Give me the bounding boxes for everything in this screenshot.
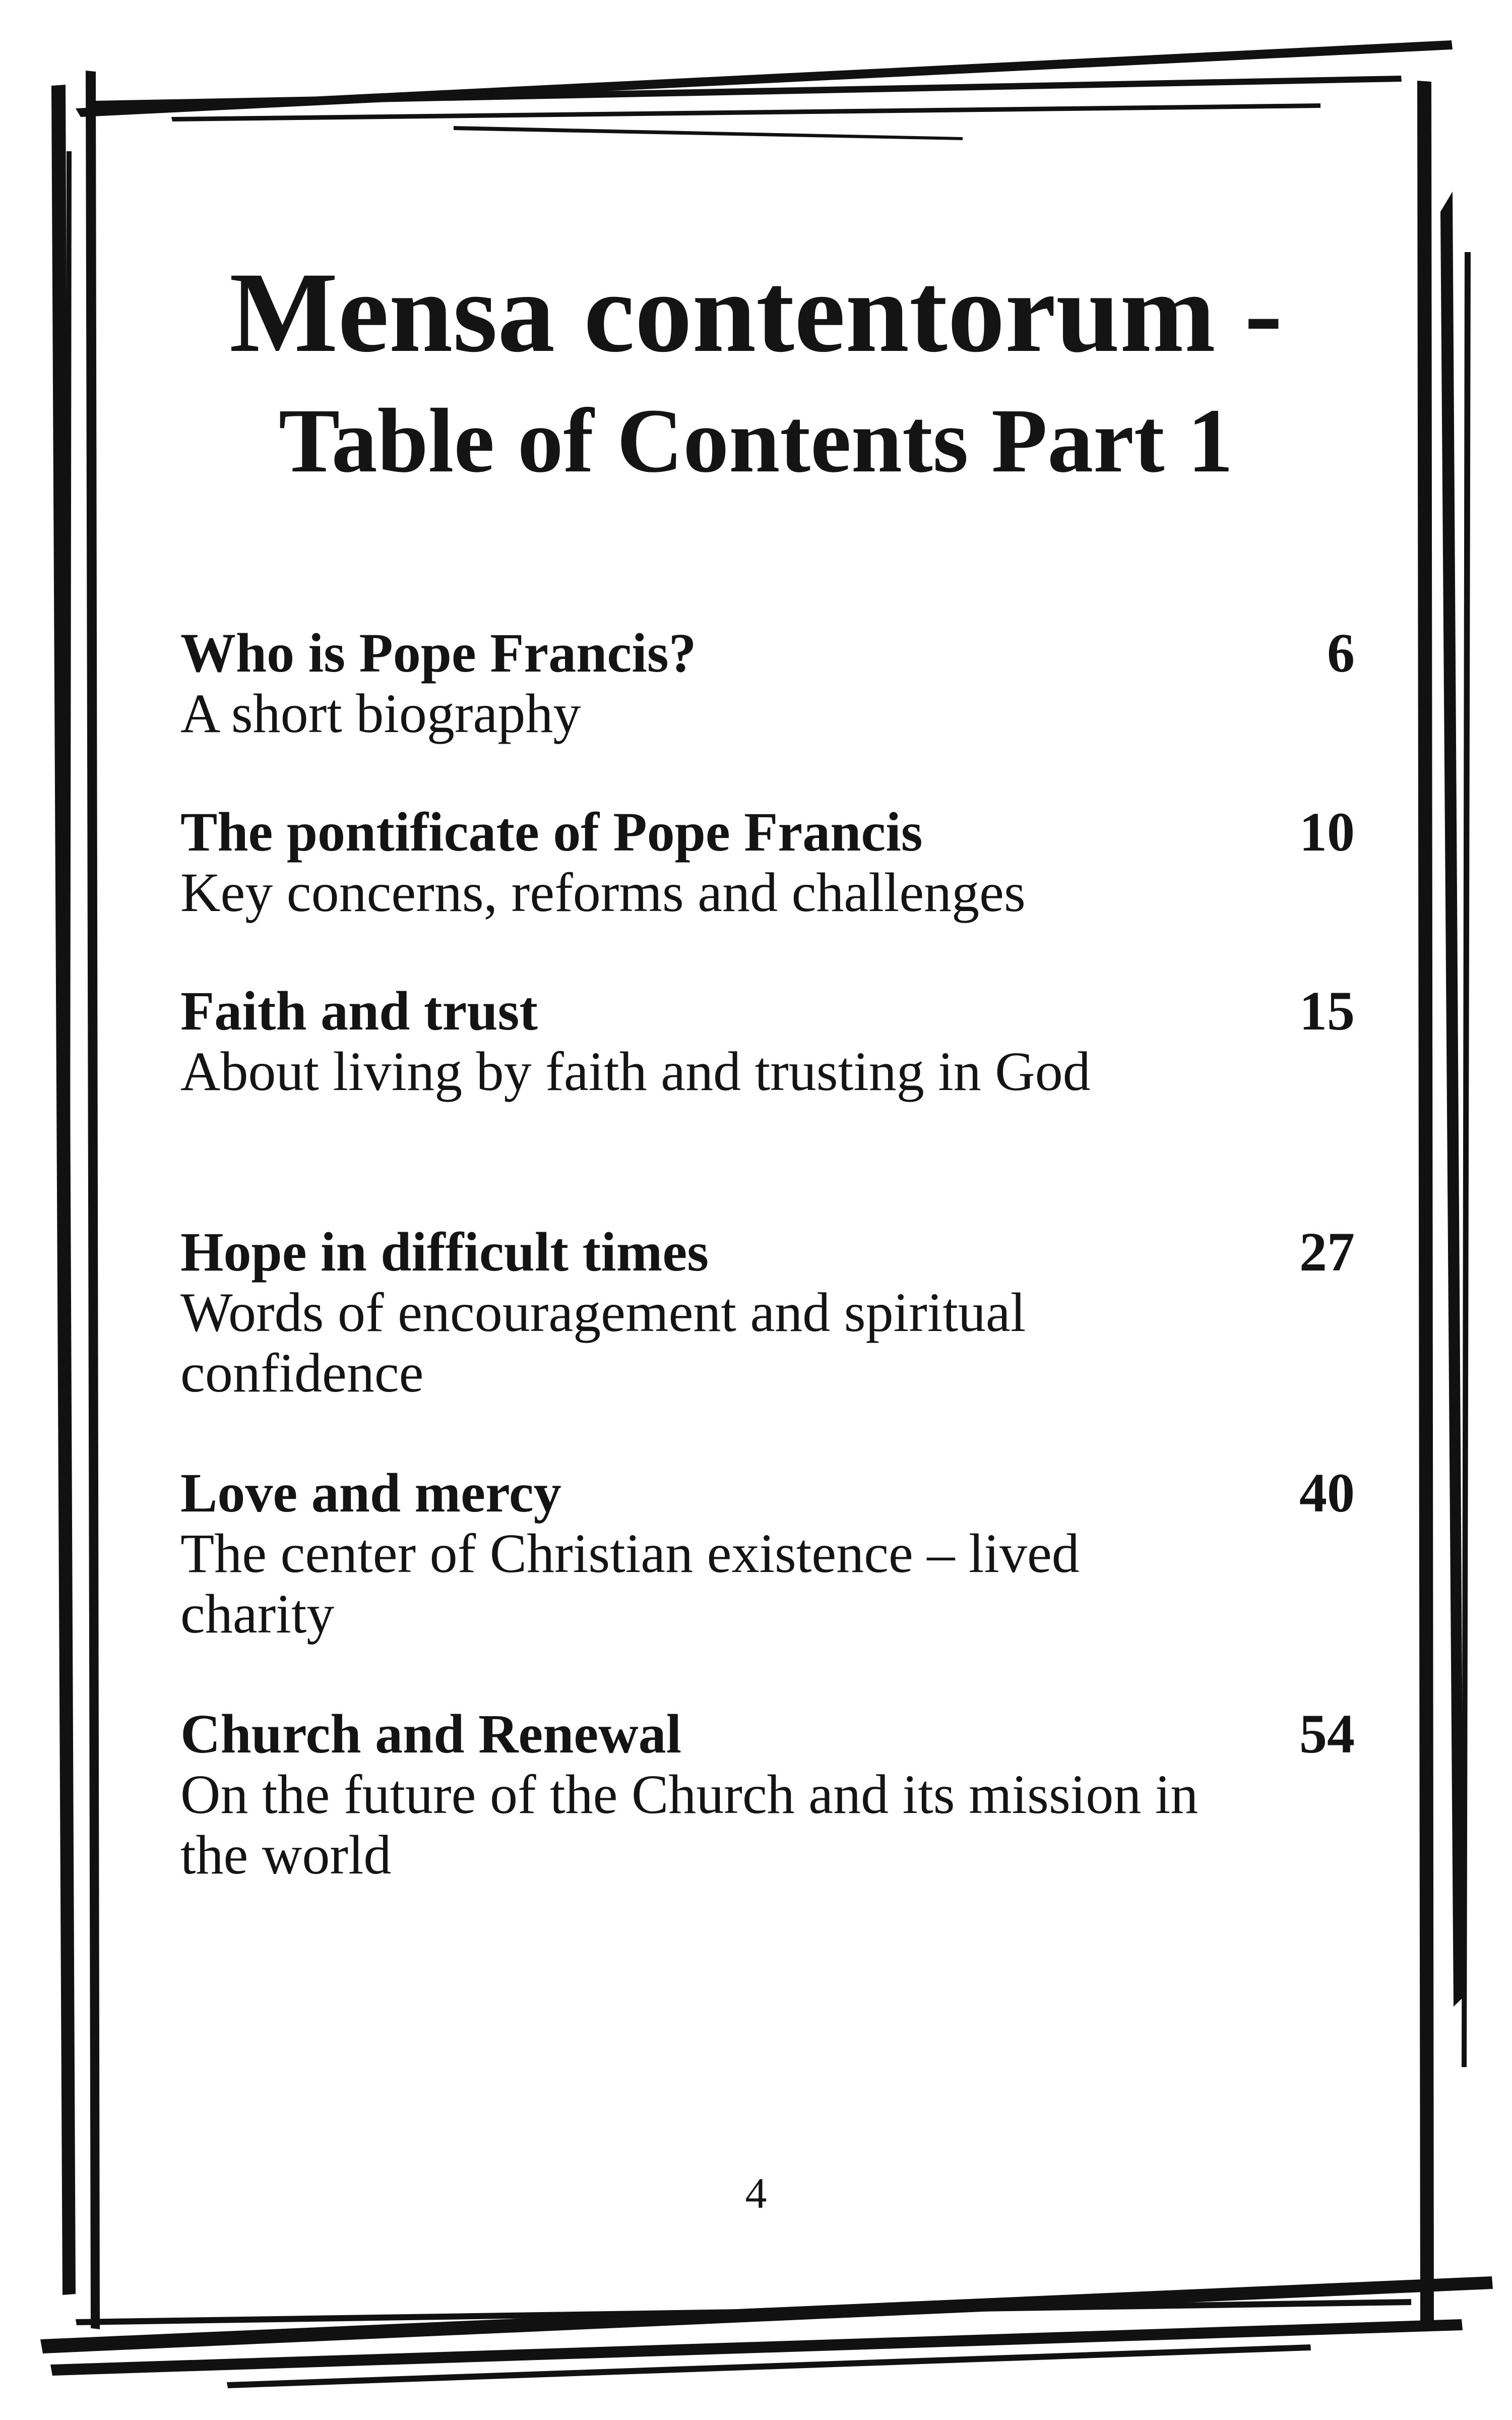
toc-entry-title: Church and Renewal <box>180 1703 682 1765</box>
toc-entry-description: Words of encouragement and spiritual confidence <box>180 1282 1026 1404</box>
toc-entry-page: 10 <box>1299 801 1355 863</box>
table-of-contents <box>180 623 1355 1945</box>
page-subtitle: Table of Contents Part 1 <box>278 390 1234 492</box>
toc-entry[interactable] <box>180 1704 1355 1945</box>
toc-entry-page: 54 <box>1299 1703 1355 1765</box>
toc-entry[interactable] <box>180 981 1355 1222</box>
toc-entry-page: 6 <box>1327 622 1355 684</box>
toc-entry-description: A short biography <box>180 683 581 744</box>
toc-entry[interactable] <box>180 1222 1355 1463</box>
toc-entry-title: The pontificate of Pope Francis <box>180 801 923 863</box>
toc-entry-page: 40 <box>1299 1462 1355 1524</box>
toc-entry-description: About living by faith and trusting in God <box>180 1041 1091 1102</box>
toc-entry[interactable] <box>180 802 1355 981</box>
toc-entry-title: Love and mercy <box>180 1462 561 1524</box>
page-title: Mensa contentorum - <box>229 249 1283 376</box>
toc-entry[interactable] <box>180 623 1355 802</box>
toc-entry-description: Key concerns, reforms and challenges <box>180 862 1026 923</box>
toc-entry-title: Who is Pope Francis? <box>180 622 697 684</box>
toc-entry[interactable] <box>180 1463 1355 1704</box>
toc-entry-title: Hope in difficult times <box>180 1221 709 1283</box>
toc-entry-page: 27 <box>1299 1221 1355 1283</box>
toc-entry-title: Faith and trust <box>180 980 538 1042</box>
page-number: 4 <box>745 2169 767 2217</box>
toc-entry-page: 15 <box>1299 980 1355 1042</box>
toc-entry-description: The center of Christian existence – lived charity <box>180 1523 1080 1645</box>
toc-entry-description: On the future of the Church and its mission in the world <box>180 1764 1199 1886</box>
